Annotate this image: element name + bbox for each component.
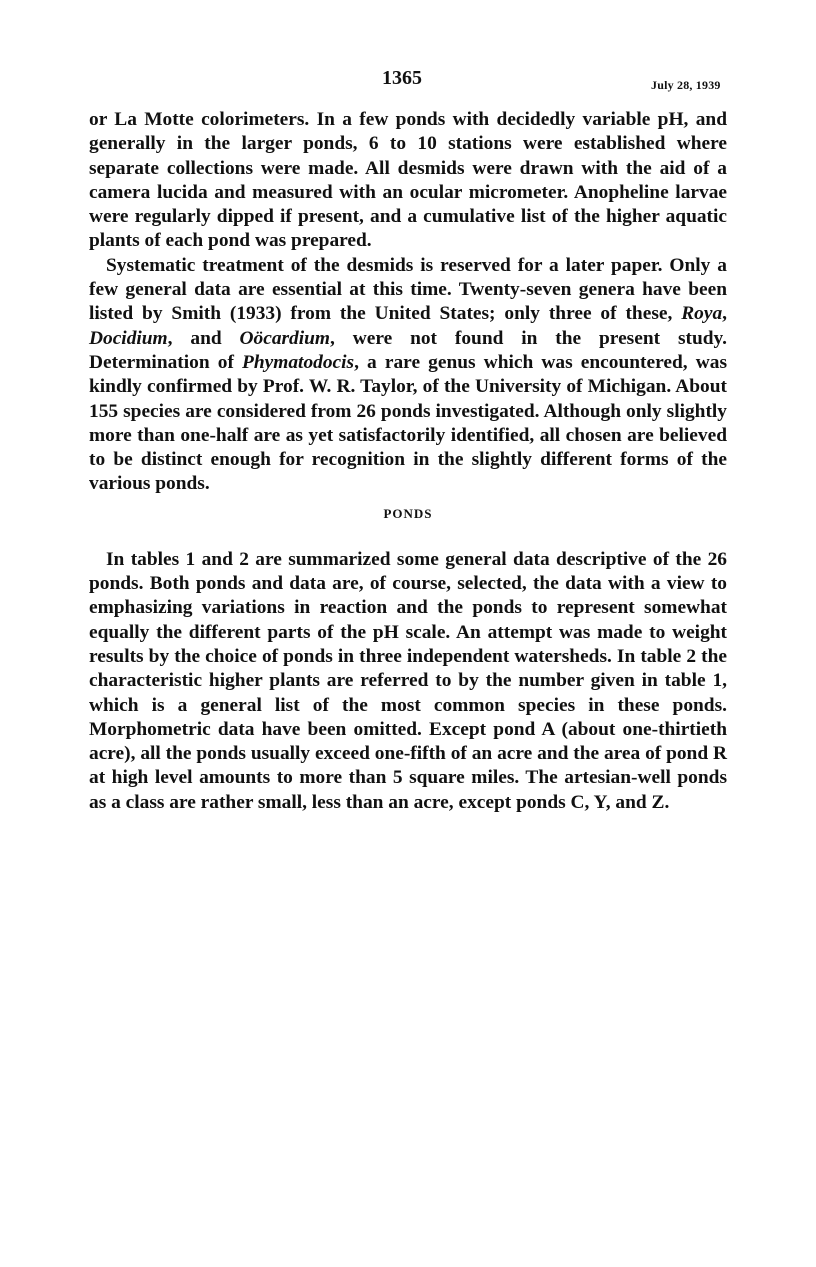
paragraph-systematic-treatment [89, 254, 727, 497]
paragraph-methods: or La Motte colorimeters. In a few ponds with decidedly variable pH, and generally in the larger ponds, 6 to 10 stations were established where separate collections were made. All desmids were drawn with the aid of a camera lucida and measured with an ocular micrometer. Anopheline larvae were regularly dipped if present, and a cumulative list of the higher aquatic plants of each pond was prepared. [89, 109, 727, 252]
body-text [89, 108, 727, 815]
page-number: 1365 [382, 67, 422, 89]
genus-name-phymatodocis: Phymatodocis [242, 351, 355, 373]
paragraph-ponds-summary: In tables 1 and 2 are summarized some general data descriptive of the 26 ponds. Both ponds and data are, of course, selected, the data with a view to emphasizing variations in reaction and the ponds to represent somewhat equally the different parts of the pH scale. An attempt was made to weight results by the choice of ponds in three independent watersheds. In table 2 the characteristic higher plants are referred to by the number given in table 1, which is a general list of the most common species in these ponds. Morphometric data have been omitted. Except pond A (about one-thirtieth acre), all the ponds usually exceed one-fifth of an acre and the area of pond R at high level amounts to more than 5 square miles. The artesian-well ponds as a class are rather small, less than an acre, except ponds C, Y, and Z. [89, 548, 727, 813]
paragraph-text-segment: , and [167, 327, 240, 349]
genus-name-roya: Roya [681, 303, 723, 325]
genus-name-docidium: Docidium [89, 327, 168, 349]
paragraph-text-segment: Systematic treatment of the desmids is reserved for a later paper. Only a few general data are essential at this time. Twenty-seven genera have been listed by Smith (1933) from the United States; only three of these, [89, 254, 727, 325]
paragraph-text-segment: , were not found in the present study. Determination of [89, 327, 727, 373]
section-heading-ponds: PONDS [383, 505, 433, 521]
genus-name-oocardium: Oöcardium [239, 327, 331, 349]
paragraph-text-segment: , a rare genus which was encountered, was kindly confirmed by Prof. W. R. Taylor, of the University of Michigan. About 155 species are considered from 26 ponds investigated. Although only slightly more than one-half are as yet satisfactorily identified, all chosen are believed to be distinct enough for recognition in the slightly different forms of the various ponds. [89, 351, 727, 495]
paragraph-text-segment: , [722, 303, 727, 325]
running-header-date: July 28, 1939 [651, 78, 721, 92]
